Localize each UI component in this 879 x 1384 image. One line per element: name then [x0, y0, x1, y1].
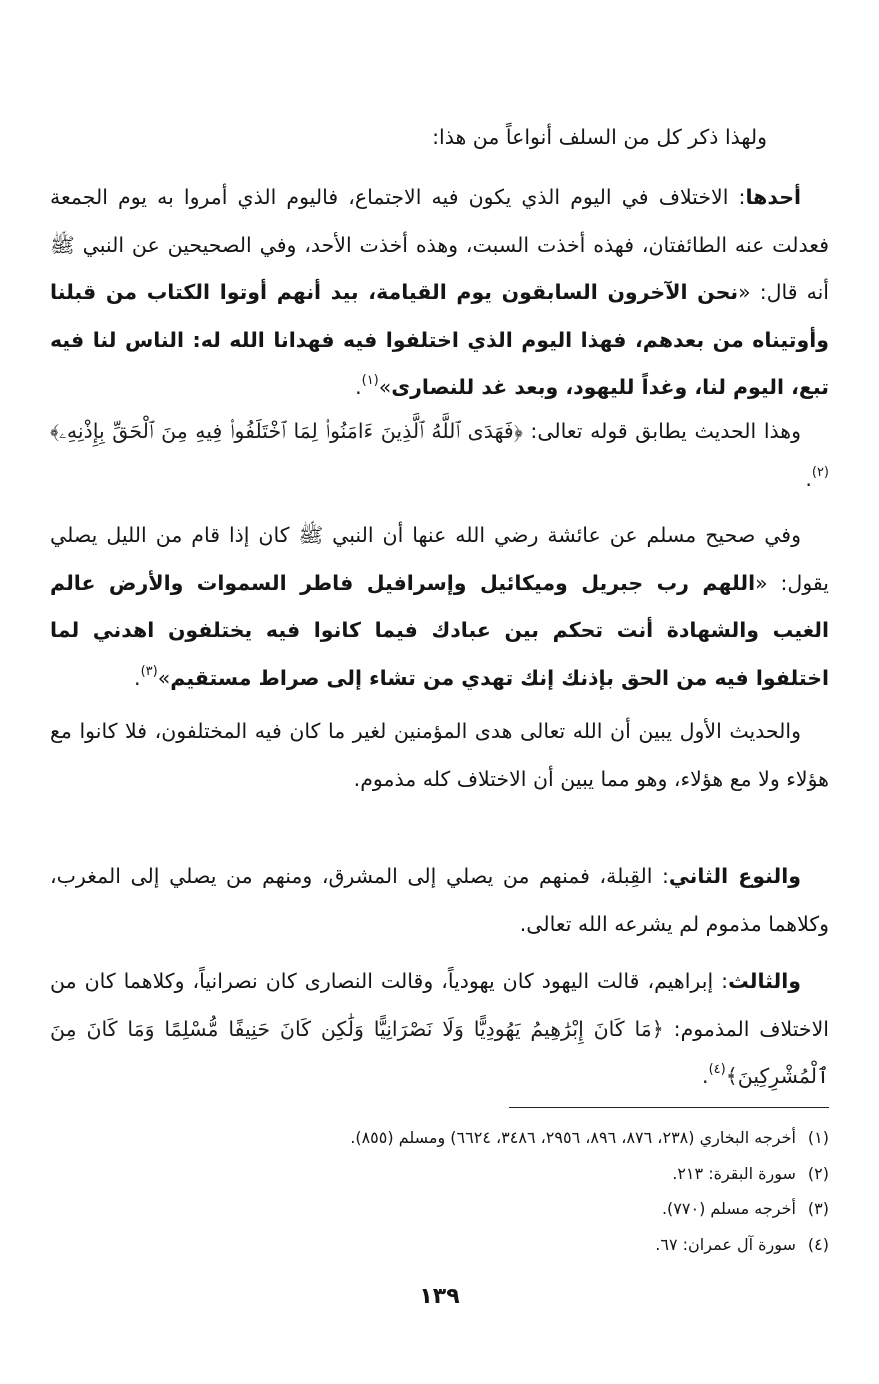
- footnote-text: أخرجه البخاري (٢٣٨، ٨٧٦، ٨٩٦، ٢٩٥٦، ٣٤٨٦، ٦٦٢٤) ومسلم (٨٥٥).: [350, 1128, 796, 1147]
- page-number: ١٣٩: [419, 1284, 460, 1309]
- book-page: [50, 0, 829, 1384]
- paragraph-verse-match: [50, 408, 829, 503]
- paragraph-lead: والثالث: [728, 969, 801, 993]
- hadith-quote: نحن الآخرون السابقون يوم القيامة، بيد أنهم أوتوا الكتاب من قبلنا وأوتيناه من بعدهم، فهذا اليوم الذي اختلفوا فيه فهدانا الله له: الناس لنا فيه تبع، اليوم لنا، وغداً لليهود، وبعد غد للنصارى: [50, 280, 829, 399]
- footnote-number: (٣): [807, 1199, 829, 1218]
- footnote-item: [50, 1191, 829, 1227]
- paragraph-first-type: [50, 174, 829, 412]
- quote-close: »: [157, 665, 171, 690]
- footnote-text: أخرجه مسلم (٧٧٠).: [661, 1199, 796, 1218]
- paragraph-text: وفي صحيح مسلم عن عائشة رضي الله عنها أن النبي ﷺ كان إذا قام من الليل يصلي يقول: «: [50, 523, 829, 595]
- footnote-ref[interactable]: (٤): [708, 1062, 726, 1077]
- paragraph-muslim-hadith: [50, 512, 829, 702]
- quote-close: »: [378, 375, 392, 399]
- footnote-ref[interactable]: (٢): [811, 464, 829, 480]
- paragraph-second-type: [50, 853, 829, 948]
- sentence-end: .: [134, 665, 141, 690]
- footnote-ref[interactable]: (١): [361, 373, 379, 388]
- footnote-item: [50, 1156, 829, 1192]
- hadith-quote: اللهم رب جبريل وميكائيل وإسرافيل فاطر السموات والأرض عالم الغيب والشهادة أنت تحكم بين عبادك فيما كانوا فيه يختلفون اهدني لما اختلفوا فيه من الحق بإذنك إنك تهدي من تشاء إلى صراط مستقيم: [50, 570, 829, 690]
- footnote-number: (١): [807, 1128, 829, 1147]
- quran-verse: ﴿فَهَدَى ٱللَّهُ ٱلَّذِينَ ءَامَنُوا۟ لِمَا ٱخْتَلَفُوا۟ فِيهِ مِنَ ٱلْحَقِّ بِإِذْنِهِۦ﴾: [50, 419, 523, 443]
- footnote-number: (٤): [807, 1234, 829, 1254]
- paragraph-text: والحديث الأول يبين أن الله تعالى هدى المؤمنين لغير ما كان فيه المختلفون، فلا كانوا مع هؤلاء ولا مع هؤلاء، وهو مما يبين أن الاختلاف كله مذموم.: [50, 719, 829, 791]
- footnote-text: سورة آل عمران: ٦٧.: [655, 1234, 796, 1254]
- footnote-item: [50, 1227, 829, 1263]
- footnotes: [50, 1120, 829, 1262]
- paragraph-lead: والنوع الثاني: [668, 864, 801, 888]
- sentence-end: .: [702, 1064, 709, 1088]
- footnote-number: (٢): [807, 1163, 829, 1183]
- paragraph-commentary: [50, 708, 829, 803]
- quran-verse: ﴿مَا كَانَ إِبْرَٰهِيمُ يَهُودِيًّا وَلَا نَصْرَانِيًّا وَلَٰكِن كَانَ حَنِيفًا مُّسْلِمًا وَمَا كَانَ مِنَ ٱلْمُشْرِكِينَ﴾: [50, 1016, 829, 1088]
- paragraph-third-type: [50, 958, 829, 1101]
- paragraph-text: : الاختلاف في اليوم الذي يكون فيه الاجتماع، فاليوم الذي أمروا به يوم الجمعة فعدلت عنه الطائفتان، فهذه أخذت السبت، وهذه أخذت الأحد، وفي الصحيحين عن النبي ﷺ أنه قال: «: [50, 185, 829, 304]
- footnote-item: [50, 1120, 829, 1156]
- footnote-text: سورة البقرة: ٢١٣.: [672, 1163, 796, 1183]
- footnote-ref[interactable]: (٣): [140, 663, 158, 679]
- sentence-end: .: [805, 466, 812, 491]
- sentence-end: .: [355, 375, 362, 399]
- intro-line: ولهذا ذكر كل من السلف أنواعاً من هذا:: [432, 125, 767, 149]
- paragraph-text: : إبراهيم، قالت اليهود كان يهودياً، وقالت النصارى كان نصرانياً، وكلاهما كان من الاختلاف المذموم:: [50, 969, 829, 1041]
- paragraph-text: : القِبلة، فمنهم من يصلي إلى المشرق، ومنهم من يصلي إلى المغرب، وكلاهما مذموم لم يشرعه الله تعالى.: [50, 864, 829, 936]
- paragraph-text: وهذا الحديث يطابق قوله تعالى:: [522, 419, 801, 443]
- paragraph-lead: أحدها: [745, 185, 801, 209]
- footnote-divider: [509, 1107, 829, 1108]
